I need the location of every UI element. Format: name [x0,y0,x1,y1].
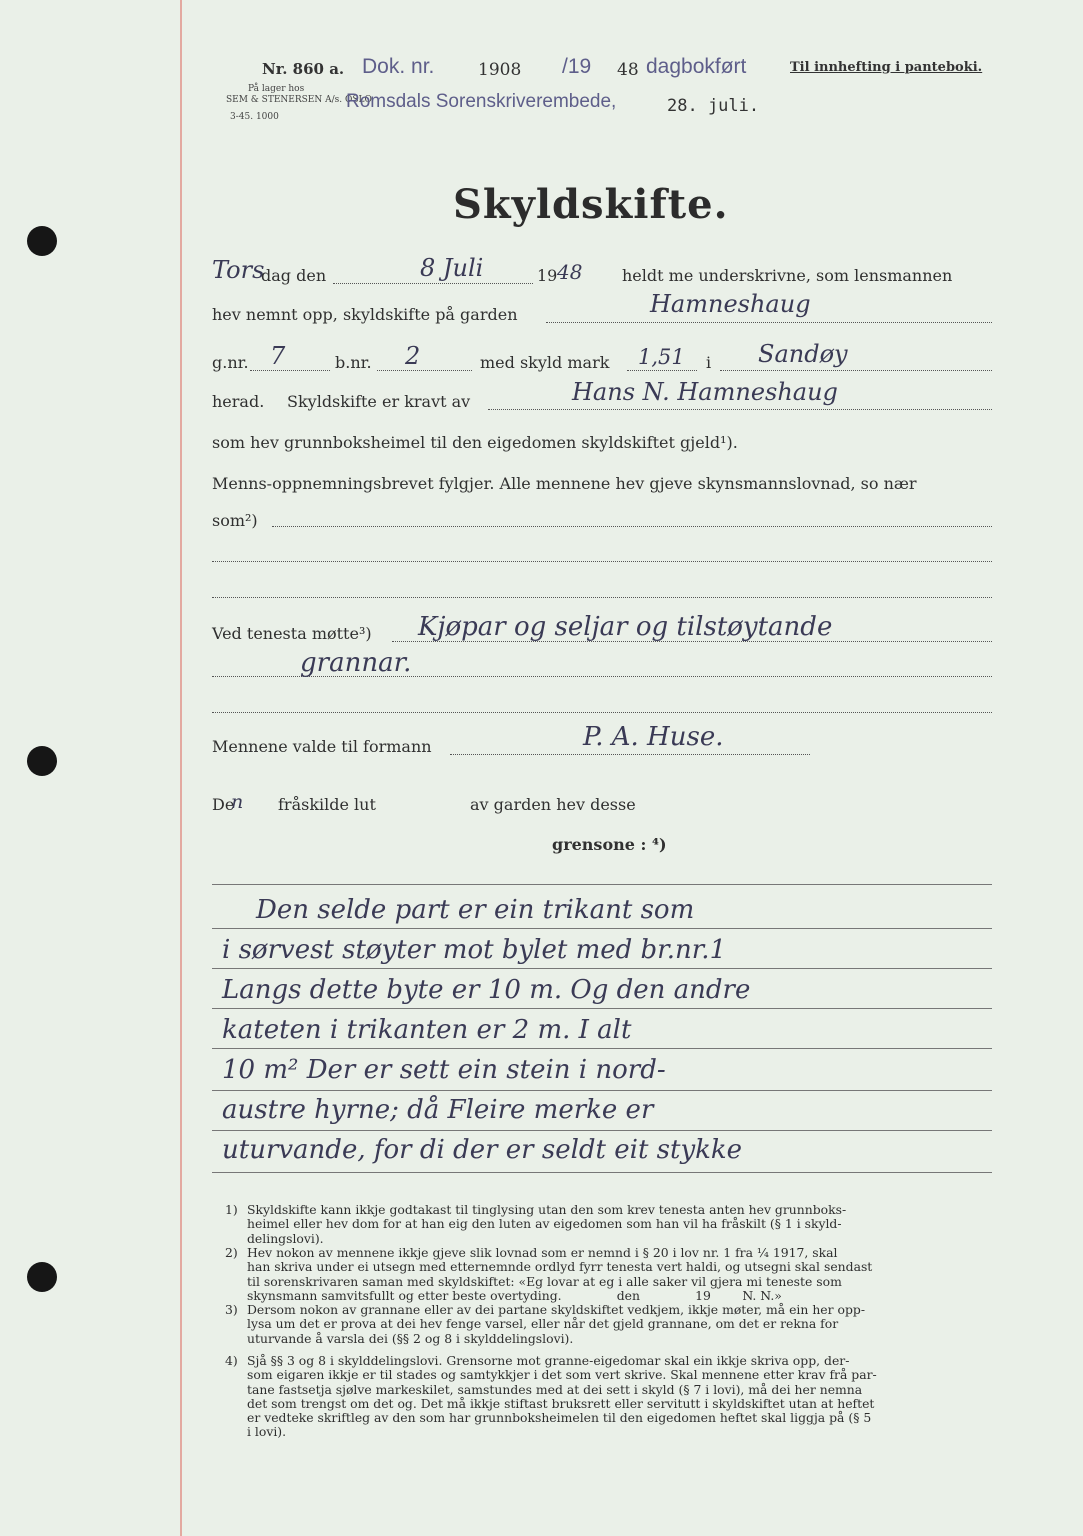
footnote-4-line-2: som eigaren ikkje er til stades og samtykkjer i det som vert skrive. Skal mennene etter krav frå par- [247,1367,877,1383]
punch-hole [27,226,57,256]
grunnboksheimel-text: som hev grunnboksheimel til den eigedomen skyldskiftet gjeld¹). [212,433,738,452]
boundary-line-2: i sørvest støyter mot bylet med br.nr.1 [222,935,727,965]
form-number: Nr. 860 a. [262,60,345,78]
herad-label: herad. [212,392,265,411]
footnote-4 [225,1353,877,1440]
menns-text: Menns-oppnemningsbrevet fylgjer. Alle mennene hev gjeve skynsmannslovnad, so nær [212,474,917,493]
footnote-1-line-2: heimel eller hev dom for at han eig den luten av eigedomen som han vil ha fråskilt (§ 1 i skyld- [247,1216,842,1232]
med-skyld-label: med skyld mark [480,353,610,372]
date-stamp: 28. juli. [667,96,760,116]
footnote-number: 4) [225,1353,238,1368]
ved-tenesta-label: Ved tenesta møtte³) [212,624,372,643]
footnote-2-line-2: han skriva under ei utsegn med etternemnde ordlyd fyrr tenesta vert haldi, og utsegni skal sendast [247,1259,873,1275]
boundary-line-4: kateten i trikanten er 2 m. I alt [222,1015,632,1045]
dok-nr-stamp: Dok. nr. [362,55,435,78]
punch-hole [27,746,57,776]
footnote-number: 2) [225,1245,238,1260]
footnote-4-line-4: det som trengst om det og. Det må ikkje stiftast bruksrett eller servitutt i skyldskiftet utan at heftet [247,1395,875,1411]
footnote-1-line-1: Skyldskifte kann ikkje godtakast til tinglysing utan den som krev tenesta anten hev grunnboks- [247,1202,847,1217]
som2-label: som²) [212,511,258,530]
footnote-3-line-2: lysa um det er prova at dei hev fenge varsel, eller når det gjeld grannane, om det er rekna for [247,1316,839,1332]
av-garden-label: av garden hev desse [470,795,636,814]
den-print: De [212,795,235,814]
boundary-line-5: 10 m² Der er sett ein stein i nord- [222,1055,666,1085]
footnote-4-line-1: Sjå §§ 3 og 8 i skylddelingslovi. Grensorne mot granne-eigedomar skal ein ikkje skriva opp, der- [247,1353,850,1368]
dag-den-label: dag den [261,266,327,285]
kravt-av-label: Skyldskifte er kravt av [287,392,471,411]
punch-hole [27,1262,57,1292]
footnote-4-line-3: tane fastsetja sjølve markeskilet, samstundes med at dei sett i skyld (§ 7 i lovi), må dei her nemna [247,1381,863,1397]
bnr-handwritten: 2 [405,342,421,370]
boundary-line-7: uturvande, for di der er seldt eit stykke [222,1135,743,1165]
farm-handwritten: Hamneshaug [650,290,811,318]
printer-line-3: 3-45. 1000 [230,112,279,122]
boundary-line-1: Den selde part er ein trikant som [256,895,695,925]
day-handwritten: Tors [212,256,265,284]
footnote-number: 1) [225,1202,238,1217]
fraskilde-label: fråskilde lut [278,795,376,814]
present-handwritten-1: Kjøpar og seljar og tilstøytande [418,612,833,642]
footnote-2-line-3: til sorenskrivaren saman med skyldskiftet: «Eg lovar at eg i alle saker vil gjera mi teneste som [247,1273,842,1289]
printer-line-1: På lager hos [248,84,305,94]
bnr-label: b.nr. [335,353,372,372]
present-handwritten-2: grannar. [300,648,412,678]
date-handwritten: 8 Juli [420,254,484,282]
boundary-line-3: Langs dette byte er 10 m. Og den andre [222,975,751,1005]
year-print: 19 [537,266,558,285]
footnote-number: 3) [225,1302,238,1317]
boundary-line-6: austre hyrne; då Fleire merke er [222,1095,654,1125]
requester-handwritten: Hans N. Hamneshaug [572,378,838,406]
footnote-3-line-3: uturvande å varsla dei (§§ 2 og 8 i skylddelingslovi). [247,1330,574,1346]
i-label: i [706,353,712,372]
year-number: 48 [617,60,639,80]
mennene-valde-label: Mennene valde til formann [212,737,432,756]
dok-number: 1908 [478,60,522,80]
herad-handwritten: Sandøy [758,340,848,368]
printer-line-2: SEM & STENERSEN A/s. OSLO [226,95,372,105]
footnote-4-line-6: i lovi). [247,1424,287,1440]
red-margin-line [180,0,182,1536]
dagbokfort-stamp: dagbokført [646,55,747,78]
hev-nemnt-text: hev nemnt opp, skyldskifte på garden [212,305,518,324]
year-slash-stamp: /19 [562,55,592,78]
chairman-handwritten: P. A. Huse. [583,722,724,752]
office-stamp: Romsdals Sorenskriverembede, [346,91,617,112]
gnr-label: g.nr. [212,353,249,372]
footnote-1 [225,1202,847,1246]
heldt-text: heldt me underskrivne, som lensmannen [622,266,953,285]
footnote-2-line-4: skynsmann samvitsfullt og etter beste overtyding. den 19 N. N.» [247,1287,782,1303]
footnote-3-line-1: Dersom nokon av grannane eller av dei partane skyldskiftet vedkjem, ikkje møter, må ein her opp- [247,1302,866,1317]
year-handwritten: 48 [557,260,583,284]
grensone-label: grensone : ⁴) [552,835,667,854]
den-handwritten: n [231,791,244,813]
page-title: Skyldskifte. [453,181,729,228]
footnote-2 [225,1245,873,1303]
footnote-1-line-3: delingslovi). [247,1230,324,1246]
footnote-4-line-5: er vedteke skriftleg av den som har grunnboksheimelen til den eigedomen heftet skal liggja på (§ 5 [247,1410,872,1426]
innhefting-note: Til innhefting i panteboki. [790,60,983,75]
skyld-handwritten: 1,51 [638,345,685,369]
gnr-handwritten: 7 [270,342,286,370]
footnote-2-line-1: Hev nokon av mennene ikkje gjeve slik lovnad som er nemnd i § 20 i lov nr. 1 fra ¼ 1917, skal [247,1245,838,1260]
footnote-3 [225,1302,866,1346]
